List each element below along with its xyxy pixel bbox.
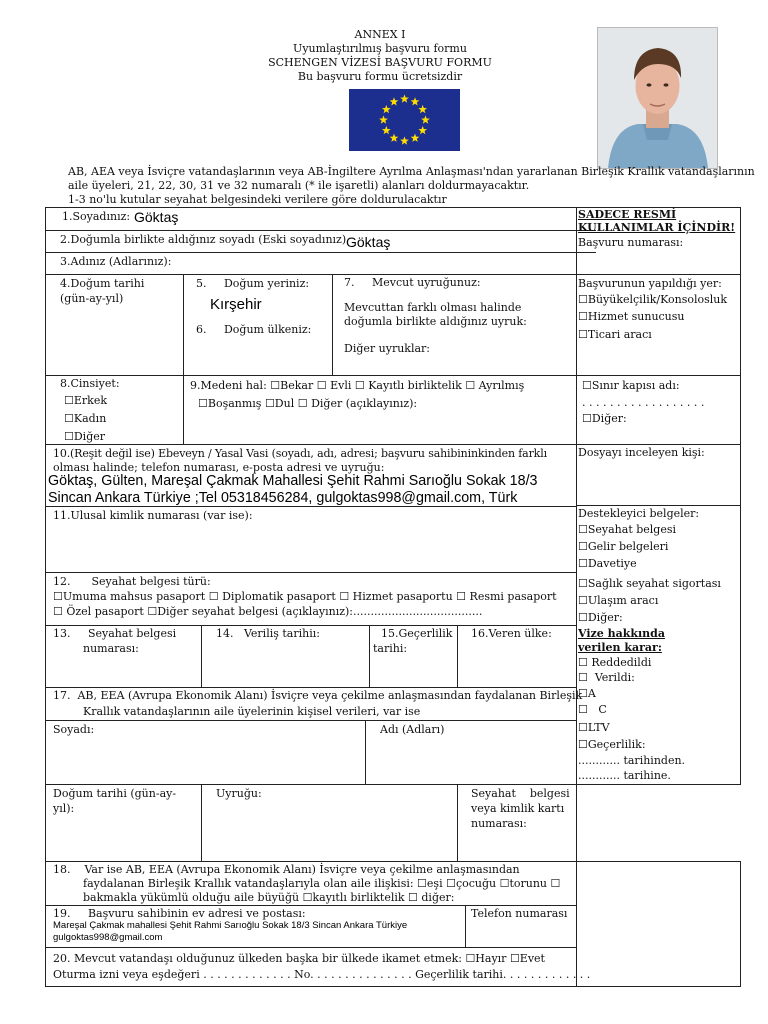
place-option-embassy[interactable]: ☐Büyükelçilik/Konsolosluk xyxy=(578,293,728,306)
travel-doc-type-label: 12. Seyahat belgesi türü: xyxy=(53,575,211,588)
home-address-label: 19. Başvuru sahibinin ev adresi ve postası: xyxy=(53,907,306,920)
intro-line-2: aile üyeleri, 21, 22, 30, 31 ve 32 numaralı (* ile işaretli) alanları doldurmayacaktır. xyxy=(68,179,530,192)
examiner-label: Dosyayı inceleyen kişi: xyxy=(578,446,705,459)
border-crossing-dots: . . . . . . . . . . . . . . . . . . xyxy=(582,396,705,409)
residence-line-1[interactable]: 20. Mevcut vatandaşı olduğunuz ülkeden başka bir ülkede ikamet etmek: ☐Hayır ☐Evet xyxy=(53,952,545,965)
decision-type-c[interactable]: ☐ C xyxy=(578,703,607,716)
guardian-value-b[interactable]: Sincan Ankara Türkiye ;Tel 05318456284, gulgoktas998@gmail.com, Türk xyxy=(48,490,518,506)
phone-label: Telefon numarası xyxy=(471,907,568,920)
birth-surname-value[interactable]: Göktaş xyxy=(346,234,391,250)
eu-star xyxy=(382,126,391,134)
eu-star xyxy=(418,105,427,113)
travel-doc-number-label-a: 13. Seyahat belgesi xyxy=(53,627,177,640)
validity-to: ............ tarihine. xyxy=(578,769,671,782)
visa-decision-title-a: Vize hakkında xyxy=(578,627,665,640)
eu-flag xyxy=(349,89,460,151)
eu-star xyxy=(421,115,430,123)
eu-star xyxy=(390,97,399,105)
birth-surname-label: 2.Doğumla birlikte aldığınız soyadı (Eski soyadınız) xyxy=(60,233,347,246)
nationality-label: 7. Mevcut uyruğunuz: xyxy=(344,276,481,289)
validity-from: ............ tarihinden. xyxy=(578,754,686,767)
other-nationalities-label: Diğer uyruklar: xyxy=(344,342,430,355)
intro-line-1: AB, AEA veya İsviçre vatandaşlarının veya AB-İngiltere Ayrılma Anlaşması'ndan yararlanan Birleşik Krallık vatandaşlarının xyxy=(68,165,755,178)
border-crossing-label[interactable]: ☐Sınır kapısı adı: xyxy=(582,379,680,392)
issuing-country-label: 16.Veren ülke: xyxy=(471,627,552,640)
surname-value[interactable]: Göktaş xyxy=(134,209,179,225)
home-address-value-b[interactable]: gulgoktas998@gmail.com xyxy=(53,932,163,943)
place-option-commercial[interactable]: ☐Ticari aracı xyxy=(578,328,652,341)
guardian-value-a[interactable]: Göktaş, Gülten, Mareşal Çakmak Mahallesi Şehit Rahmi Sarıoğlu Sokak 18/3 xyxy=(48,473,538,489)
doc-transport[interactable]: ☐Ulaşım aracı xyxy=(578,594,659,607)
travel-doc-type-line-2[interactable]: ☐ Özel pasaport ☐Diğer seyahat belgesi (açıklayınız):..................................... xyxy=(53,605,483,618)
national-id-label: 11.Ulusal kimlik numarası (var ise): xyxy=(53,509,253,522)
sex-label: 8.Cinsiyet: xyxy=(60,377,120,390)
application-number-label: Başvuru numarası: xyxy=(578,236,684,249)
eu-star xyxy=(418,126,427,134)
family-relation-line-1: 18. Var ise AB, EEA (Avrupa Ekonomik Alanı) İsviçre veya çekilme anlaşmasından xyxy=(53,863,520,876)
border-other-label[interactable]: ☐Diğer: xyxy=(582,412,627,425)
family-doc-label-b: veya kimlik kartı xyxy=(471,802,565,815)
birth-country-label: 6. Doğum ülkeniz: xyxy=(196,323,312,336)
family-nationality-label: Uyruğu: xyxy=(216,787,262,800)
doc-income[interactable]: ☐Gelir belgeleri xyxy=(578,540,669,553)
doc-travel-document[interactable]: ☐Seyahat belgesi xyxy=(578,523,677,536)
eu-star xyxy=(411,97,420,105)
marital-status-line-1[interactable]: 9.Medeni hal: ☐Bekar ☐ Evli ☐ Kayıtlı birliktelik ☐ Ayrılmış xyxy=(190,379,525,392)
official-title-a: SADECE RESMİ xyxy=(578,208,677,221)
eu-star xyxy=(400,136,409,144)
intro-line-3: 1-3 no'lu kutular seyahat belgesindeki verilere göre doldurulacaktır xyxy=(68,193,447,206)
first-name-label: 3.Adınız (Adlarınız): xyxy=(60,255,172,268)
decision-type-ltv[interactable]: ☐LTV xyxy=(578,721,610,734)
decision-validity[interactable]: ☐Geçerlilik: xyxy=(578,738,646,751)
eu-star xyxy=(411,134,420,142)
family-relation-line-2[interactable]: faydalanan Birleşik Krallık vatandaşlarıyla olan aile ilişkisi: ☐eşi ☐çocuğu ☐torunu ☐ xyxy=(83,877,561,890)
eu-star xyxy=(382,105,391,113)
eu-star xyxy=(379,115,388,123)
visa-decision-title-b: verilen karar: xyxy=(578,641,662,654)
sex-option-male[interactable]: ☐Erkek xyxy=(64,394,107,407)
place-option-service-provider[interactable]: ☐Hizmet sunucusu xyxy=(578,310,685,323)
expiry-date-label-b: tarihi: xyxy=(373,642,408,655)
official-title-b: KULLANIMLAR İÇİNDİR! xyxy=(578,221,736,234)
sex-option-other[interactable]: ☐Diğer xyxy=(64,430,106,443)
birth-nationality-label-a: Mevcuttan farklı olması halinde xyxy=(344,301,522,314)
family-doc-label-a: Seyahat belgesi xyxy=(471,787,570,800)
guardian-label-a: 10.(Reşit değil ise) Ebeveyn / Yasal Vasi (soyadı, adı, adresi; başvuru sahibininkinden farklı xyxy=(53,447,547,460)
family-name-label: Adı (Adları) xyxy=(380,723,445,736)
travel-doc-number-label-b: numarası: xyxy=(83,642,139,655)
doc-insurance[interactable]: ☐Sağlık seyahat sigortası xyxy=(578,577,721,590)
sex-option-female[interactable]: ☐Kadın xyxy=(64,412,107,425)
family-dob-label-b: yıl): xyxy=(53,802,75,815)
decision-type-a[interactable]: ☐A xyxy=(578,687,596,700)
family-surname-label: Soyadı: xyxy=(53,723,95,736)
eu-star xyxy=(390,134,399,142)
travel-doc-type-line-1[interactable]: ☐Umuma mahsus pasaport ☐ Diplomatik pasaport ☐ Hizmet pasaportu ☐ Resmi pasaport xyxy=(53,590,557,603)
dob-format: (gün-ay-yıl) xyxy=(60,292,124,305)
form-title: SCHENGEN VİZESİ BAŞVURU FORMU xyxy=(268,56,492,69)
form-subtitle: Uyumlaştırılmış başvuru formu xyxy=(293,42,467,55)
residence-line-2: Oturma izni veya eşdeğeri . . . . . . . . . . . . . No. . . . . . . . . . . . . . . Geçerlilik tarihi. . . . . . . . . . . . . xyxy=(53,968,591,981)
supporting-docs-label: Destekleyici belgeler: xyxy=(578,507,700,520)
decision-refused[interactable]: ☐ Reddedildi xyxy=(578,656,652,669)
family-dob-label-a: Doğum tarihi (gün-ay- xyxy=(53,787,177,800)
family-relation-line-3[interactable]: bakmakla yükümlü olduğu aile büyüğü ☐kayıtlı birliktelik ☐ diğer: xyxy=(83,891,455,904)
decision-issued[interactable]: ☐ Verildi: xyxy=(578,671,635,684)
guardian-label-b: olması halinde; telefon numarası, e-posta adresi ve uyruğu: xyxy=(53,461,385,474)
doc-other[interactable]: ☐Diğer: xyxy=(578,611,623,624)
birthplace-value[interactable]: Kırşehir xyxy=(210,296,262,313)
application-place-label: Başvurunun yapıldığı yer: xyxy=(578,277,722,290)
doc-invitation[interactable]: ☐Davetiye xyxy=(578,557,637,570)
birth-nationality-label-b: doğumla birlikte aldığınız uyruk: xyxy=(344,315,527,328)
applicant-photo xyxy=(597,27,718,169)
home-address-value-a[interactable]: Mareşal Çakmak mahallesi Şehit Rahmi Sarıoğlu Sokak 18/3 Sincan Ankara Türkiye xyxy=(53,920,408,931)
marital-status-line-2[interactable]: ☐Boşanmış ☐Dul ☐ Diğer (açıklayınız): xyxy=(198,397,418,410)
dob-label: 4.Doğum tarihi xyxy=(60,277,145,290)
birthplace-label: 5. Doğum yeriniz: xyxy=(196,277,310,290)
free-form-note: Bu başvuru formu ücretsizdir xyxy=(297,70,463,83)
family-doc-label-c: numarası: xyxy=(471,817,527,830)
annex-title: ANNEX I xyxy=(354,28,406,41)
expiry-date-label-a: 15.Geçerlilik xyxy=(381,627,453,640)
surname-label: 1.Soyadınız: xyxy=(62,210,131,223)
issue-date-label: 14. Veriliş tarihiı: xyxy=(216,627,320,640)
family-member-label-b: Krallık vatandaşlarının aile üyelerinin kişisel verileri, var ise xyxy=(83,705,421,718)
family-member-label-a: 17. AB, EEA (Avrupa Ekonomik Alanı) İsviçre veya çekilme anlaşmasından faydalanan Birleşik xyxy=(53,689,583,702)
eu-star xyxy=(400,94,409,102)
